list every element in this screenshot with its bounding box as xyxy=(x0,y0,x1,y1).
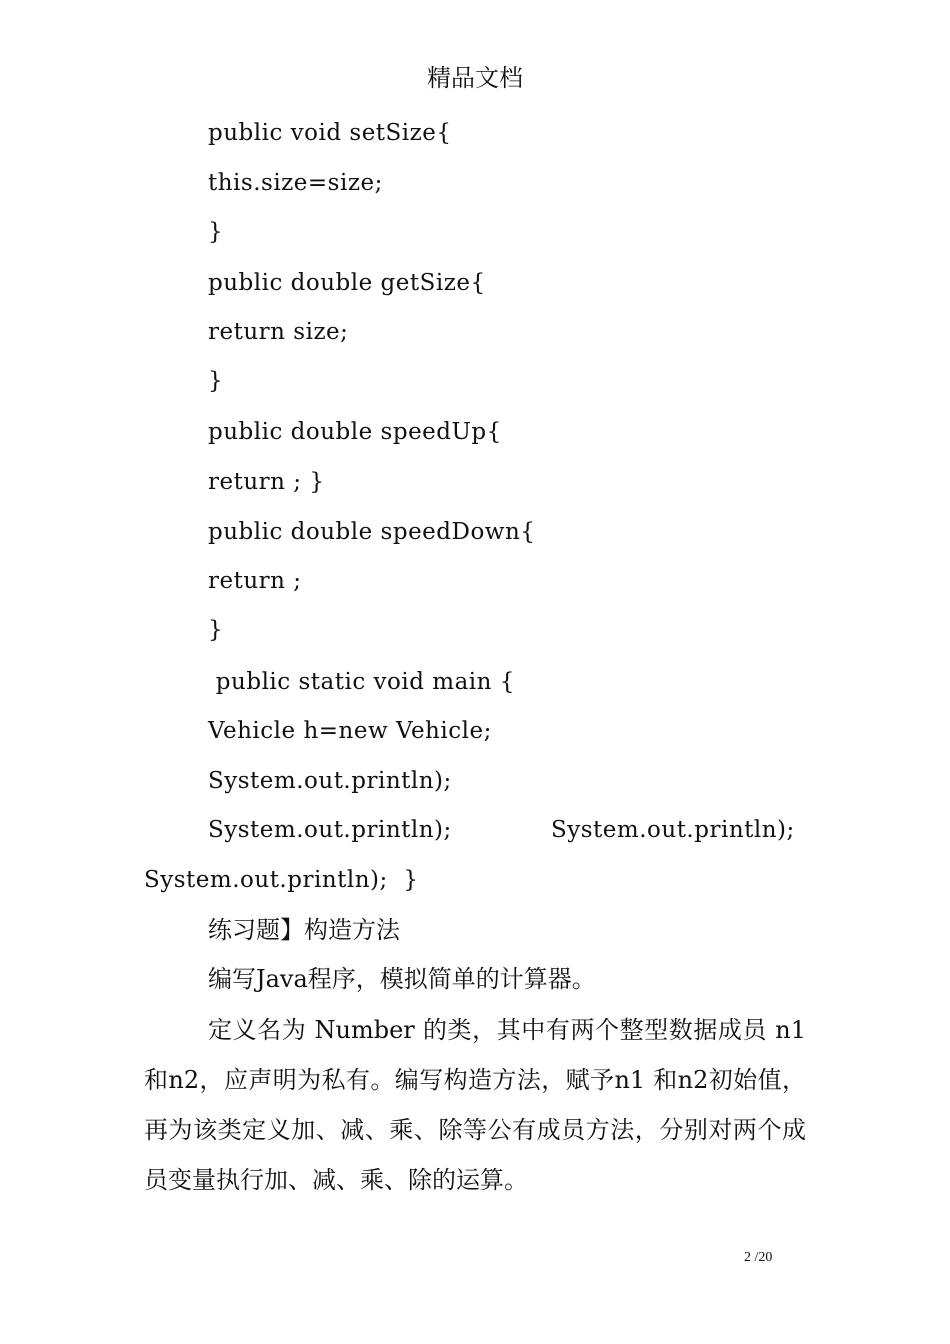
code-line: Vehicle h=new Vehicle; xyxy=(208,718,492,744)
exercise-heading: 练习题】构造方法 xyxy=(208,916,400,944)
code-line: } xyxy=(208,219,224,245)
code-line: } xyxy=(208,617,224,643)
code-line: System.out.println); xyxy=(208,817,452,843)
code-line: System.out.println); xyxy=(551,817,795,843)
code-line: public static void main { xyxy=(208,669,515,695)
exercise-intro: 编写Java程序，模拟简单的计算器。 xyxy=(208,965,596,993)
code-line: public void setSize{ xyxy=(208,120,452,146)
code-line: public double speedUp{ xyxy=(208,419,502,445)
code-line: return size; xyxy=(208,319,349,345)
code-line: return ; } xyxy=(208,469,325,495)
code-line: System.out.println); } xyxy=(144,867,419,893)
page-header-title: 精品文档 xyxy=(427,64,523,92)
code-line: this.size=size; xyxy=(208,170,383,196)
page-number: 2 /20 xyxy=(744,1250,773,1265)
code-line: System.out.println); xyxy=(208,768,452,794)
code-line: return ; xyxy=(208,568,302,594)
code-line: } xyxy=(208,368,224,394)
exercise-description: 定义名为 Number 的类，其中有两个整型数据成员 n1 和n2，应声明为私有。编写构造方法，赋予n1 和n2初始值，再为该类定义加、减、乘、除等公有成员方法，分别对两个成员变量执行加、减、乘、除的运算。 xyxy=(144,1016,806,1194)
code-line: public double getSize{ xyxy=(208,270,486,296)
code-line: public double speedDown{ xyxy=(208,519,536,545)
